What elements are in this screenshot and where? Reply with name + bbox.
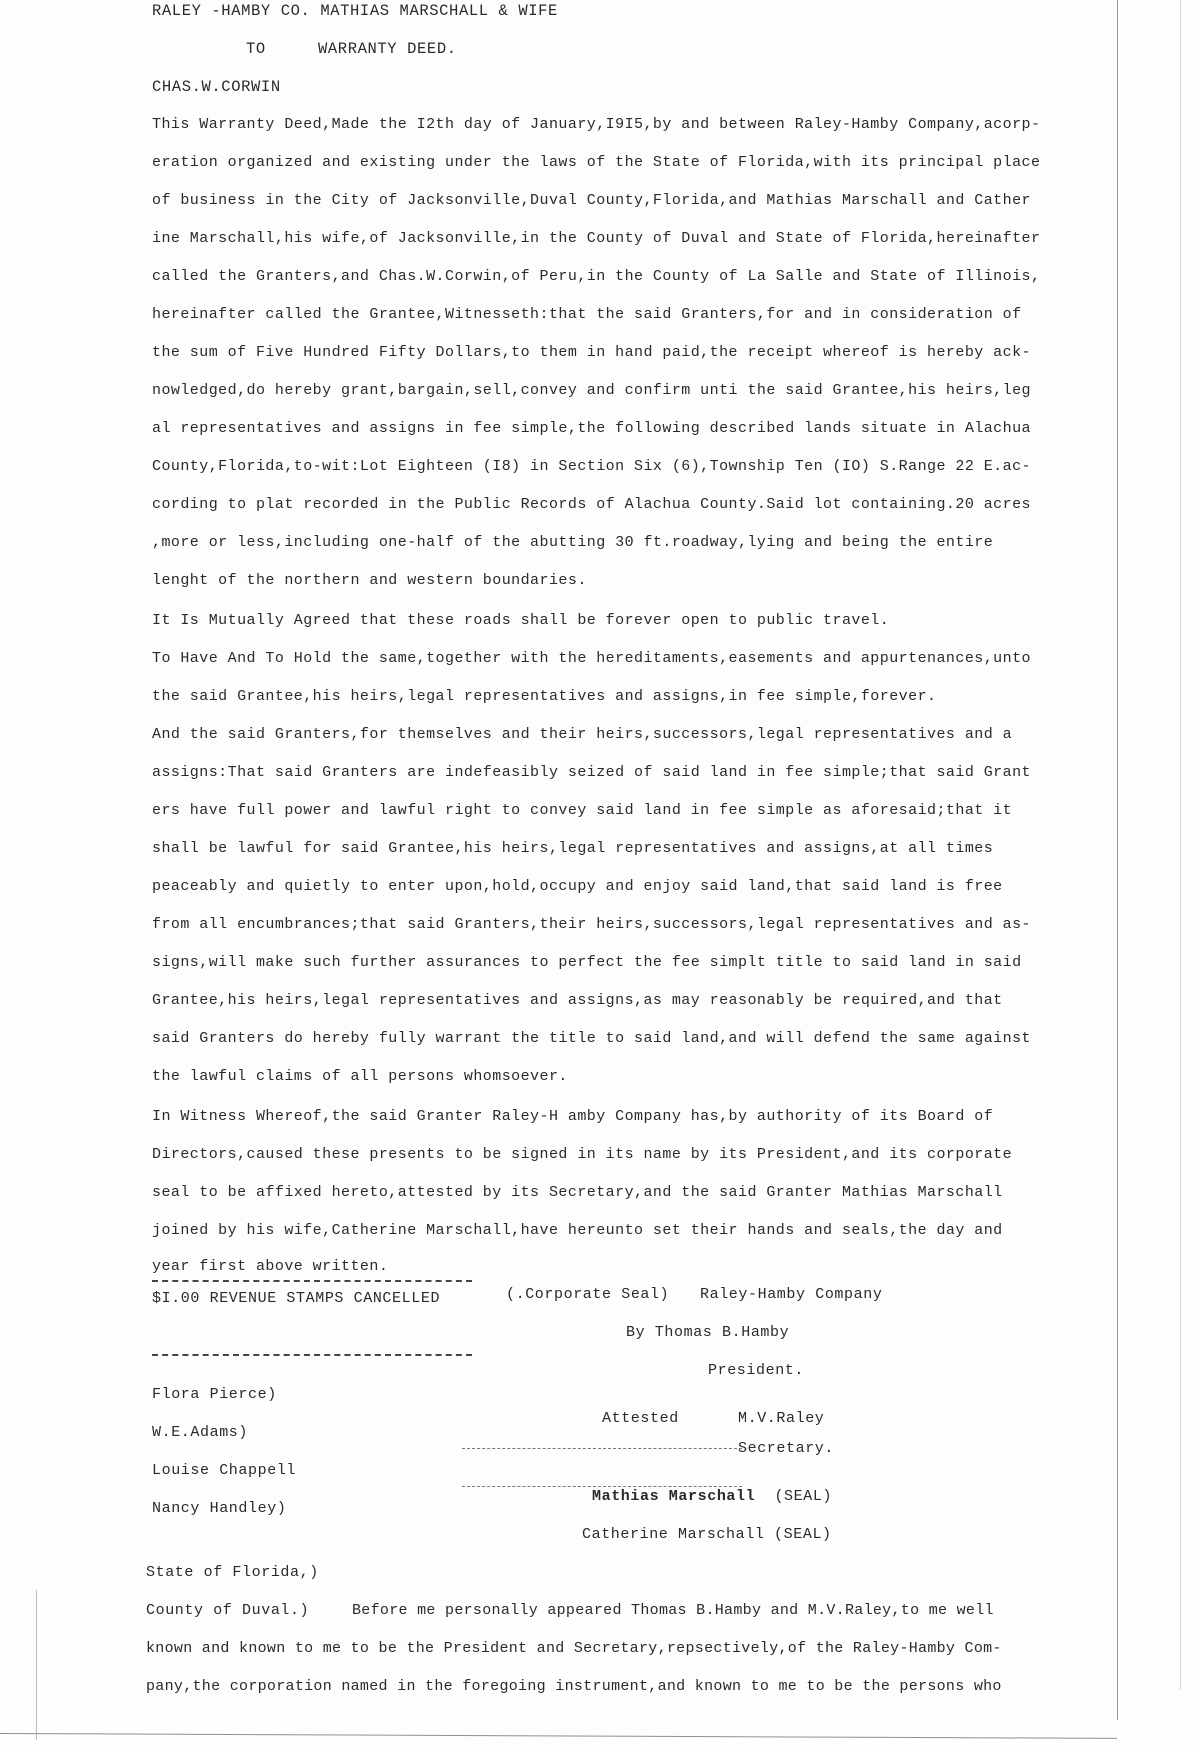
ack-line: Before me personally appeared Thomas B.Hamby and M.V.Raley,to me well <box>352 1602 994 1619</box>
dash-rule-bottom <box>152 1354 472 1356</box>
grantor-signature <box>592 1488 832 1505</box>
body-line: the sum of Five Hundred Fifty Dollars,to them in hand paid,the receipt whereof is hereby ack- <box>152 344 1031 361</box>
grantor-name: Catherine Marschall <box>582 1526 765 1543</box>
secretary-title: Secretary. <box>738 1440 835 1457</box>
body-line: To Have And To Hold the same,together with the hereditaments,easements and appurtenances,unto <box>152 650 1031 667</box>
body-line: from all encumbrances;that said Granters,their heirs,successors,legal representatives and as- <box>152 916 1031 933</box>
body-line: shall be lawful for said Grantee,his heirs,legal representatives and assigns,at all times <box>152 840 994 857</box>
witness-name: W.E.Adams) <box>152 1424 249 1441</box>
body-line: County,Florida,to-wit:Lot Eighteen (I8) in Section Six (6),Township Ten (IO) S.Range 22 E.ac- <box>152 458 1031 475</box>
ack-line: known and known to me to be the President and Secretary,repsectively,of the Raley-Hamby Com- <box>146 1640 1002 1657</box>
header-to: TO <box>246 40 266 58</box>
body-line: This Warranty Deed,Made the I2th day of January,I9I5,by and between Raley-Hamby Company,acorp- <box>152 116 1041 133</box>
body-line: And the said Granters,for themselves and their heirs,successors,legal representatives and a <box>152 726 1013 743</box>
body-line: al representatives and assigns in fee simple,the following described lands situate in Alachua <box>152 420 1031 437</box>
seal-label: (SEAL) <box>774 1488 833 1505</box>
seal-label: (SEAL) <box>774 1526 832 1543</box>
body-line: seal to be affixed hereto,attested by its Secretary,and the said Granter Mathias Marschall <box>152 1184 1003 1201</box>
body-line: called the Granters,and Chas.W.Corwin,of Peru,in the County of La Salle and State of Illinois, <box>152 268 1041 285</box>
body-line: ine Marschall,his wife,of Jacksonville,in the County of Duval and State of Florida,hereinafter <box>152 230 1041 247</box>
body-line: Grantee,his heirs,legal representatives and assigns,as may reasonably be required,and that <box>152 992 1003 1009</box>
body-line: cording to plat recorded in the Public Records of Alachua County.Said lot containing.20 acres <box>152 496 1031 513</box>
grantor-name: Mathias Marschall <box>592 1488 756 1505</box>
page-edge-right <box>1117 0 1118 1720</box>
revenue-stamps-note: $I.00 REVENUE STAMPS CANCELLED <box>152 1290 441 1307</box>
body-line: nowledged,do hereby grant,bargain,sell,convey and confirm unti the said Grantee,his heirs,leg <box>152 382 1031 399</box>
ack-county: County of Duval.) <box>146 1602 310 1619</box>
page-edge-bottom <box>0 1733 1117 1739</box>
body-line: eration organized and existing under the laws of the State of Florida,with its principal place <box>152 154 1041 171</box>
signature-line <box>462 1486 742 1487</box>
body-line: the lawful claims of all persons whomsoever. <box>152 1068 568 1085</box>
body-line: signs,will make such further assurances to perfect the fee simplt title to said land in said <box>152 954 1022 971</box>
body-line: ,more or less,including one-half of the abutting 30 ft.roadway,lying and being the entire <box>152 534 994 551</box>
witness-name: Flora Pierce) <box>152 1386 277 1403</box>
body-line: of business in the City of Jacksonville,Duval County,Florida,and Mathias Marschall and Cather <box>152 192 1031 209</box>
page-edge-outer <box>1180 0 1181 1690</box>
company-signature: Raley-Hamby Company <box>700 1286 883 1303</box>
body-line: year first above written. <box>152 1258 389 1275</box>
attested-label: Attested <box>602 1410 679 1427</box>
body-line: assigns:That said Granters are indefeasibly seized of said land in fee simple;that said Grant <box>152 764 1031 781</box>
signature-line <box>462 1448 742 1449</box>
header-title: WARRANTY DEED. <box>318 40 457 58</box>
ack-state: State of Florida,) <box>146 1564 319 1581</box>
president-title: President. <box>708 1362 805 1379</box>
body-line: the said Grantee,his heirs,legal representatives and assigns,in fee simple,forever. <box>152 688 937 705</box>
header-parties: RALEY -HAMBY CO. MATHIAS MARSCHALL & WIFE <box>152 2 558 20</box>
body-line: lenght of the northern and western boundaries. <box>152 572 587 589</box>
ack-line: pany,the corporation named in the foregoing instrument,and known to me to be the persons who <box>146 1678 1002 1695</box>
body-line: In Witness Whereof,the said Granter Raley-H amby Company has,by authority of its Board of <box>152 1108 994 1125</box>
witness-name: Nancy Handley) <box>152 1500 287 1517</box>
page-edge-left <box>36 1590 37 1740</box>
grantor-signature <box>582 1526 832 1543</box>
header-grantee: CHAS.W.CORWIN <box>152 78 281 96</box>
body-line: hereinafter called the Grantee,Witnesseth:that the said Granters,for and in consideration of <box>152 306 1022 323</box>
dash-rule-top <box>152 1280 472 1282</box>
body-line: Directors,caused these presents to be signed in its name by its President,and its corporate <box>152 1146 1013 1163</box>
witness-name: Louise Chappell <box>152 1462 297 1479</box>
corporate-seal-label: (.Corporate Seal) <box>506 1286 670 1303</box>
secretary-signature: M.V.Raley <box>738 1410 825 1427</box>
body-line: joined by his wife,Catherine Marschall,have hereunto set their hands and seals,the day and <box>152 1222 1003 1239</box>
body-line: It Is Mutually Agreed that these roads shall be forever open to public travel. <box>152 612 890 629</box>
body-line: peaceably and quietly to enter upon,hold,occupy and enjoy said land,that said land is free <box>152 878 1003 895</box>
president-signature: By Thomas B.Hamby <box>626 1324 790 1341</box>
body-line: said Granters do hereby fully warrant the title to said land,and will defend the same against <box>152 1030 1031 1047</box>
body-line: ers have full power and lawful right to convey said land in fee simple as aforesaid;that it <box>152 802 1013 819</box>
